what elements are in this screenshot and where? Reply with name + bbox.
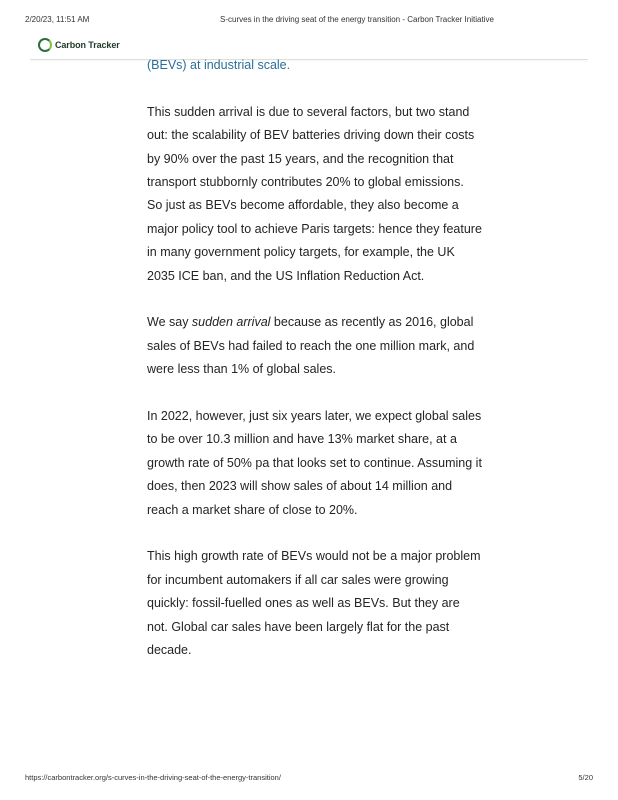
carbon-tracker-logo[interactable]: [38, 35, 120, 55]
paragraph-2-rest: because as recently as 2016, global sales of BEVs had failed to reach the one million mark, and were less than 1% of global sales.: [147, 315, 475, 377]
paragraph-1: This sudden arrival is due to several factors, but two stand out: the scalability of BEV batteries driving down their costs by 90% over the past 15 years, and the recognition that transport stubbornly contributes 20% to global emissions. So just as BEVs become affordable, they also become a major policy tool to achieve Paris targets: hence they feature in many government policy targets, for example, the UK 2035 ICE ban, and the US Inflation Reduction Act.: [147, 104, 482, 283]
paragraph-4: This high growth rate of BEVs would not be a major problem for incumbent automakers if all car sales were growing quickly: fossil-fuelled ones as well as BEVs. But they are not. Global car sales have been largely flat for the past decade.: [147, 549, 481, 658]
print-header: [0, 15, 618, 27]
paragraph-2: [147, 311, 482, 381]
lead-paragraph: [147, 54, 482, 77]
article-body: [147, 54, 482, 686]
print-url: https://carbontracker.org/s-curves-in-the-driving-seat-of-the-energy-transition/: [25, 773, 281, 782]
print-title: S-curves in the driving seat of the energy transition - Carbon Tracker Initiative: [220, 15, 494, 24]
paragraph-2-emphasis: sudden arrival: [191, 315, 271, 330]
paragraph-2-lead: We say: [147, 315, 192, 330]
logo-text: Carbon Tracker: [55, 40, 120, 50]
logo-ring-icon: [38, 38, 52, 52]
paragraph-3: In 2022, however, just six years later, we expect global sales to be over 10.3 million and have 13% market share, at a growth rate of 50% pa that looks set to continue. Assuming it does, then 2023 will show sales of about 14 million and reach a market share of close to 20%.: [147, 409, 482, 517]
print-date: 2/20/23, 11:51 AM: [25, 15, 90, 24]
print-footer: [0, 773, 618, 785]
lead-fragment-link[interactable]: (BEVs) at industrial scale.: [147, 58, 291, 72]
print-page-number: 5/20: [578, 773, 593, 782]
